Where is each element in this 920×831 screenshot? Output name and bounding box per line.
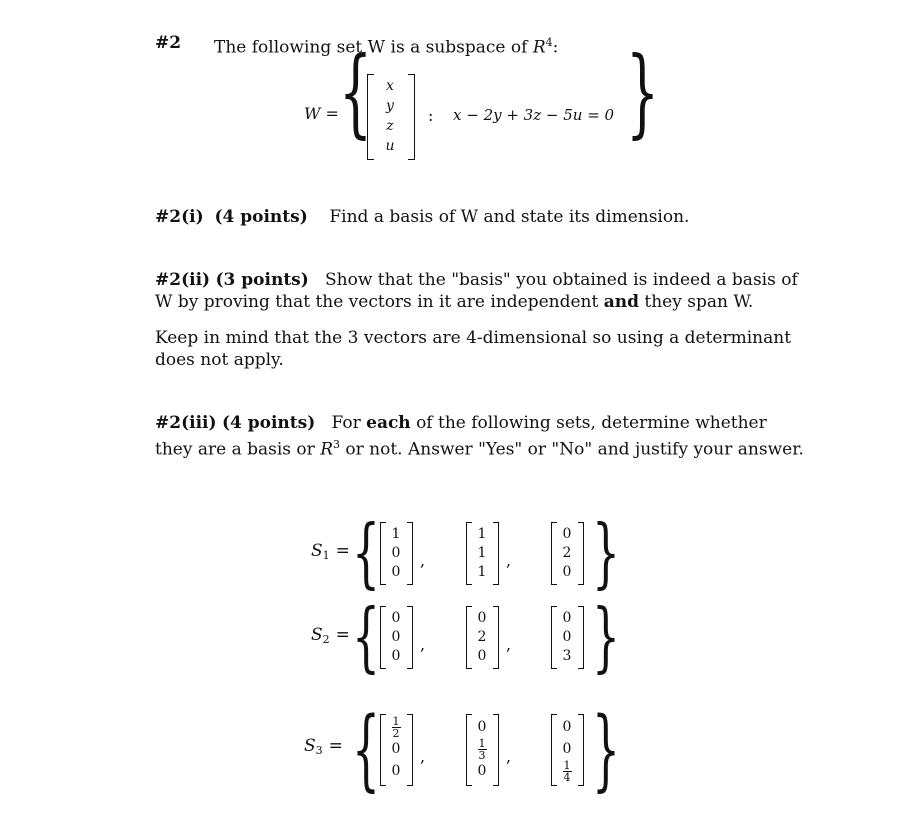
problem-intro xyxy=(214,32,558,59)
set-s2-right-brace: } xyxy=(592,593,620,682)
vector-entry: 0 xyxy=(391,544,401,561)
set-w-vector-left-bracket xyxy=(367,74,374,160)
vector-entry: 0 xyxy=(562,719,572,735)
part-i-line xyxy=(155,206,689,228)
fraction-denominator: 3 xyxy=(478,748,486,762)
part-ii-text-bold: and xyxy=(603,292,639,312)
vector-right-bracket xyxy=(493,606,499,669)
vector-entry: 0 xyxy=(562,741,572,757)
fraction-numerator: 1 xyxy=(392,714,400,728)
part-iii-paragraph xyxy=(155,412,805,461)
part-iii-text-bold: each xyxy=(366,413,411,433)
vector-right-bracket xyxy=(493,522,499,585)
set-label-equals: = xyxy=(335,625,350,645)
set-w-left-brace: { xyxy=(339,38,373,150)
vector-entry: 0 xyxy=(562,563,572,580)
vector-entry: 0 xyxy=(391,647,401,664)
problem-intro-text: The following set W is a subspace of xyxy=(214,37,533,58)
part-ii-paragraph xyxy=(155,269,805,313)
vector-separator-comma: , xyxy=(420,634,426,654)
vector-separator-comma: , xyxy=(506,550,512,570)
vector-right-bracket xyxy=(407,522,413,585)
vector-right-bracket xyxy=(578,522,584,585)
vector-entry: 3 xyxy=(562,647,572,664)
vector-entry: 0 xyxy=(391,763,401,779)
part-iii-points: (4 points) xyxy=(221,413,316,433)
set-label-equals: = xyxy=(328,736,343,756)
set-label-subscript: 3 xyxy=(315,744,323,757)
set-w-component-x: x xyxy=(386,78,394,94)
set-w-vector-right-bracket xyxy=(408,74,415,160)
vector-entry: 0 xyxy=(391,609,401,626)
vector-entry: 2 xyxy=(562,544,572,561)
set-label-subscript: 1 xyxy=(322,549,330,562)
set-w-lhs: W = xyxy=(304,104,339,123)
vector-right-bracket xyxy=(493,714,499,786)
set-w-component-y: y xyxy=(386,98,394,114)
part-i-text: Find a basis of W and state its dimension. xyxy=(329,207,690,227)
set-w-component-z: z xyxy=(386,118,394,134)
set-s1-right-brace: } xyxy=(592,509,620,598)
vector-entry: 1 xyxy=(477,544,487,561)
vector-entry: 0 xyxy=(562,609,572,626)
set-w-condition: x − 2y + 3z − 5u = 0 xyxy=(453,106,615,124)
set-label-subscript: 2 xyxy=(322,633,330,646)
set-s3-right-brace: } xyxy=(592,700,620,802)
part-iii-space-exp: 3 xyxy=(333,438,340,451)
set-label-equals: = xyxy=(335,541,350,561)
fraction xyxy=(392,716,401,739)
vector-separator-comma: , xyxy=(420,550,426,570)
vector-entry: 0 xyxy=(477,647,487,664)
set-label-symbol: S xyxy=(311,541,323,561)
vector-right-bracket xyxy=(578,606,584,669)
set-s1-left-brace: { xyxy=(352,509,380,598)
part-ii-points: (3 points) xyxy=(215,270,309,290)
vector-right-bracket xyxy=(407,714,413,786)
vector-entry: 1 xyxy=(477,563,487,580)
vector-separator-comma: , xyxy=(420,747,426,766)
set-s2-left-brace: { xyxy=(352,593,380,682)
vector-entry xyxy=(557,760,577,782)
part-iii-text-after: or not. Answer "Yes" or "No" and justify your answer. xyxy=(340,439,804,460)
set-s3-left-brace: { xyxy=(352,700,380,802)
vector-entry: 0 xyxy=(391,563,401,580)
set-w-component-u: u xyxy=(385,138,395,154)
vector-entry: 0 xyxy=(391,628,401,645)
vector-right-bracket xyxy=(578,714,584,786)
part-iii-text-before: For xyxy=(331,413,367,433)
vector-entry: 2 xyxy=(477,628,487,645)
part-ii-note: Keep in mind that the 3 vectors are 4-dimensional so using a determinant does not apply. xyxy=(155,328,792,370)
fraction-numerator: 1 xyxy=(478,736,486,750)
vector-entry: 0 xyxy=(477,609,487,626)
fraction-denominator: 2 xyxy=(392,726,400,740)
set-label-symbol: S xyxy=(304,736,316,756)
set-s3-label xyxy=(304,736,343,757)
part-iii-text-mid: of the following sets, determine whether they are a basis or xyxy=(155,413,767,460)
vector-separator-comma: , xyxy=(506,634,512,654)
part-ii-text-before: Show that the "basis" you obtained is indeed a basis of W by proving that the vectors in it are independent xyxy=(155,270,798,312)
vector-entry: 0 xyxy=(562,525,572,542)
part-ii-text-after: they span W. xyxy=(639,292,754,312)
part-i-label: #2(i) xyxy=(155,207,204,227)
vector-entry: 1 xyxy=(477,525,487,542)
set-label-symbol: S xyxy=(311,625,323,645)
part-ii-label: #2(ii) xyxy=(155,270,211,290)
problem-space-symbol: R xyxy=(532,37,546,58)
vector-separator-comma: , xyxy=(506,747,512,766)
vector-entry: 0 xyxy=(391,741,401,757)
fraction xyxy=(563,760,572,783)
fraction xyxy=(478,738,487,761)
set-s1-label xyxy=(311,541,350,562)
vector-entry: 1 xyxy=(391,525,401,542)
set-w-right-brace: } xyxy=(626,38,660,150)
vector-entry: 0 xyxy=(477,719,487,735)
problem-number: #2 xyxy=(155,33,182,53)
vector-entry: 0 xyxy=(562,628,572,645)
set-s2-label xyxy=(311,625,350,646)
vector-entry xyxy=(472,738,492,760)
problem-space-exponent: 4 xyxy=(545,36,553,49)
part-i-points: (4 points) xyxy=(214,207,308,227)
problem-intro-colon: : xyxy=(552,37,559,58)
vector-entry xyxy=(386,716,406,738)
fraction-denominator: 4 xyxy=(563,770,571,784)
vector-right-bracket xyxy=(407,606,413,669)
vector-entry: 0 xyxy=(477,763,487,779)
part-iii-label: #2(iii) xyxy=(155,413,217,433)
set-w-colon: : xyxy=(428,106,434,125)
part-iii-space: R xyxy=(320,439,333,460)
fraction-numerator: 1 xyxy=(563,758,571,772)
